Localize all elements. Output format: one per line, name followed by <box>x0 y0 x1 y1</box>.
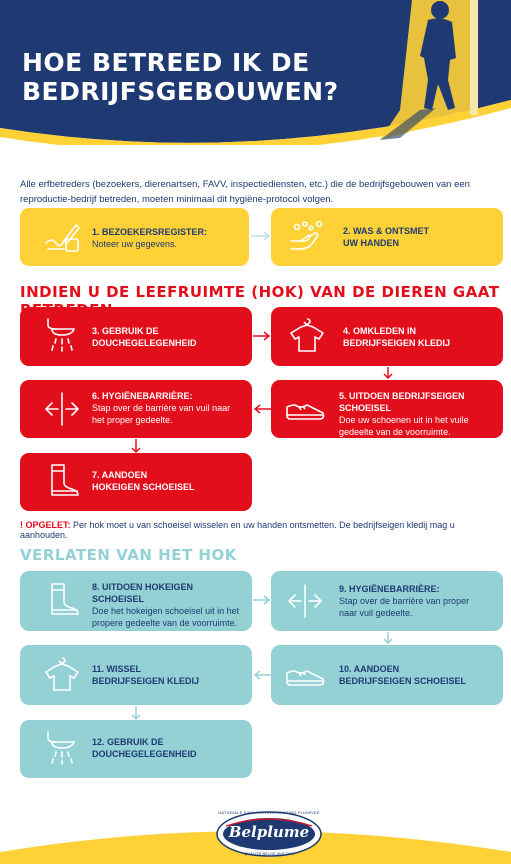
hand-washing-icon <box>287 219 327 255</box>
step-11-card <box>20 645 252 705</box>
section-enter-title: INDIEN U DE LEEFRUIMTE (HOK) VAN DE DIEREN GAAT <box>20 283 500 301</box>
arrow-down-icon <box>382 366 394 380</box>
arrow-right-icon <box>252 594 272 606</box>
arrow-down-icon <box>382 631 394 645</box>
arrow-down-icon <box>130 438 142 454</box>
arrow-left-icon <box>252 669 272 681</box>
step-3-heading-line2: DOUCHEGELEGENHEID <box>92 338 197 348</box>
logo-name: Belplume <box>228 823 310 841</box>
step-5-text: Doe uw schoenen uit in het vuile gedeelte van de voorruimte. <box>339 415 469 437</box>
arrow-left-icon <box>252 403 272 415</box>
step-6-text: Stap over de barrière van vuil naar het proper gedeelte. <box>92 403 231 425</box>
step-8-heading: 8. UITDOEN HOKEIGEN SCHOEISEL <box>92 582 194 604</box>
step-3-heading: 3. GEBRUIK DE <box>92 326 159 336</box>
shirt-icon <box>42 656 82 692</box>
step-7-heading-line2: HOKEIGEN SCHOEISEL <box>92 482 195 492</box>
step-8-text: Doe het hokeigen schoeisel uit in het propere gedeelte van de voorruimte. <box>92 606 240 628</box>
step-5-heading: 5. UITDOEN BEDRIJFSEIGEN SCHOEISEL <box>339 391 465 413</box>
step-5-card <box>271 380 503 438</box>
step-1-heading: 1. BEZOEKERSREGISTER: <box>92 227 208 237</box>
pen-writing-icon <box>42 219 82 255</box>
arrow-down-icon <box>130 705 142 721</box>
logo-bottom-text: QUALITÉ BELGE AVICOLE <box>244 851 294 856</box>
step-8-card <box>20 571 252 631</box>
barrier-arrows-icon <box>42 391 82 427</box>
step-10-heading-line2: BEDRIJFSEIGEN SCHOEISEL <box>339 676 467 686</box>
warning-note <box>20 520 500 540</box>
boot-icon <box>42 463 82 499</box>
shoe-icon <box>285 391 325 427</box>
step-12-card <box>20 720 252 778</box>
warning-text: Per hok moet u van schoeisel wisselen en uw handen ontsmetten. De bedrijfseigen kledij mag u aanhouden. <box>20 520 455 540</box>
step-11-heading-line2: BEDRIJFSEIGEN KLEDIJ <box>92 676 200 686</box>
step-1-text: Noteer uw gegevens. <box>92 239 178 249</box>
step-9-card <box>271 571 503 631</box>
step-2-card <box>271 208 503 266</box>
shirt-icon <box>287 317 327 353</box>
belplume-logo <box>214 808 324 860</box>
step-12-heading: 12. GEBRUIK DE <box>92 737 164 747</box>
shower-icon <box>42 730 82 766</box>
step-4-heading-line2: BEDRIJFSEIGEN KLEDIJ <box>343 338 451 348</box>
step-3-card <box>20 307 252 366</box>
page-title: HOE BETREED IK DE BEDRIJFSGEBOUWEN? <box>22 48 339 106</box>
step-7-heading: 7. AANDOEN <box>92 470 148 480</box>
shoe-icon <box>285 657 325 693</box>
step-2-heading-line2: UW HANDEN <box>343 238 399 248</box>
step-10-heading: 10. AANDOEN <box>339 664 400 674</box>
step-4-card <box>271 307 503 366</box>
step-9-text: Stap over de barrière van proper naar vuil gedeelte. <box>339 596 470 618</box>
step-9-heading: 9. HYGIËNEBARRIÈRE: <box>339 584 440 594</box>
step-4-heading: 4. OMKLEDEN IN <box>343 326 417 336</box>
step-6-card <box>20 380 252 438</box>
barrier-arrows-icon <box>285 583 325 619</box>
intro-text: Alle erfbetreders (bezoekers, dierenartsen, FAVV, inspectiediensten, etc.) die de bedrijfsgebouwen van een reproductie-bedrijf betreden, moeten minimaal dit hygiëne-protocol volgen. <box>20 179 470 205</box>
step-6-heading: 6. HYGIËNEBARRIÈRE: <box>92 391 193 401</box>
section-exit-title: VERLATEN VAN HET HOK <box>20 546 237 564</box>
warning-label: ! OPGELET: <box>20 520 71 530</box>
arrow-right-icon <box>250 230 272 242</box>
step-2-heading: 2. WAS & ONTSMET <box>343 226 430 236</box>
shower-icon <box>42 317 82 353</box>
step-7-card <box>20 453 252 511</box>
arrow-right-icon <box>252 330 272 342</box>
step-11-heading: 11. WISSEL <box>92 664 142 674</box>
step-12-heading-line2: DOUCHEGELEGENHEID <box>92 749 197 759</box>
step-10-card <box>271 645 503 705</box>
logo-top-text: NATIONALE KWALITEITSVERENIGING PLUIMVEE <box>218 810 320 815</box>
boot-icon <box>42 582 82 618</box>
step-1-card <box>20 208 249 266</box>
